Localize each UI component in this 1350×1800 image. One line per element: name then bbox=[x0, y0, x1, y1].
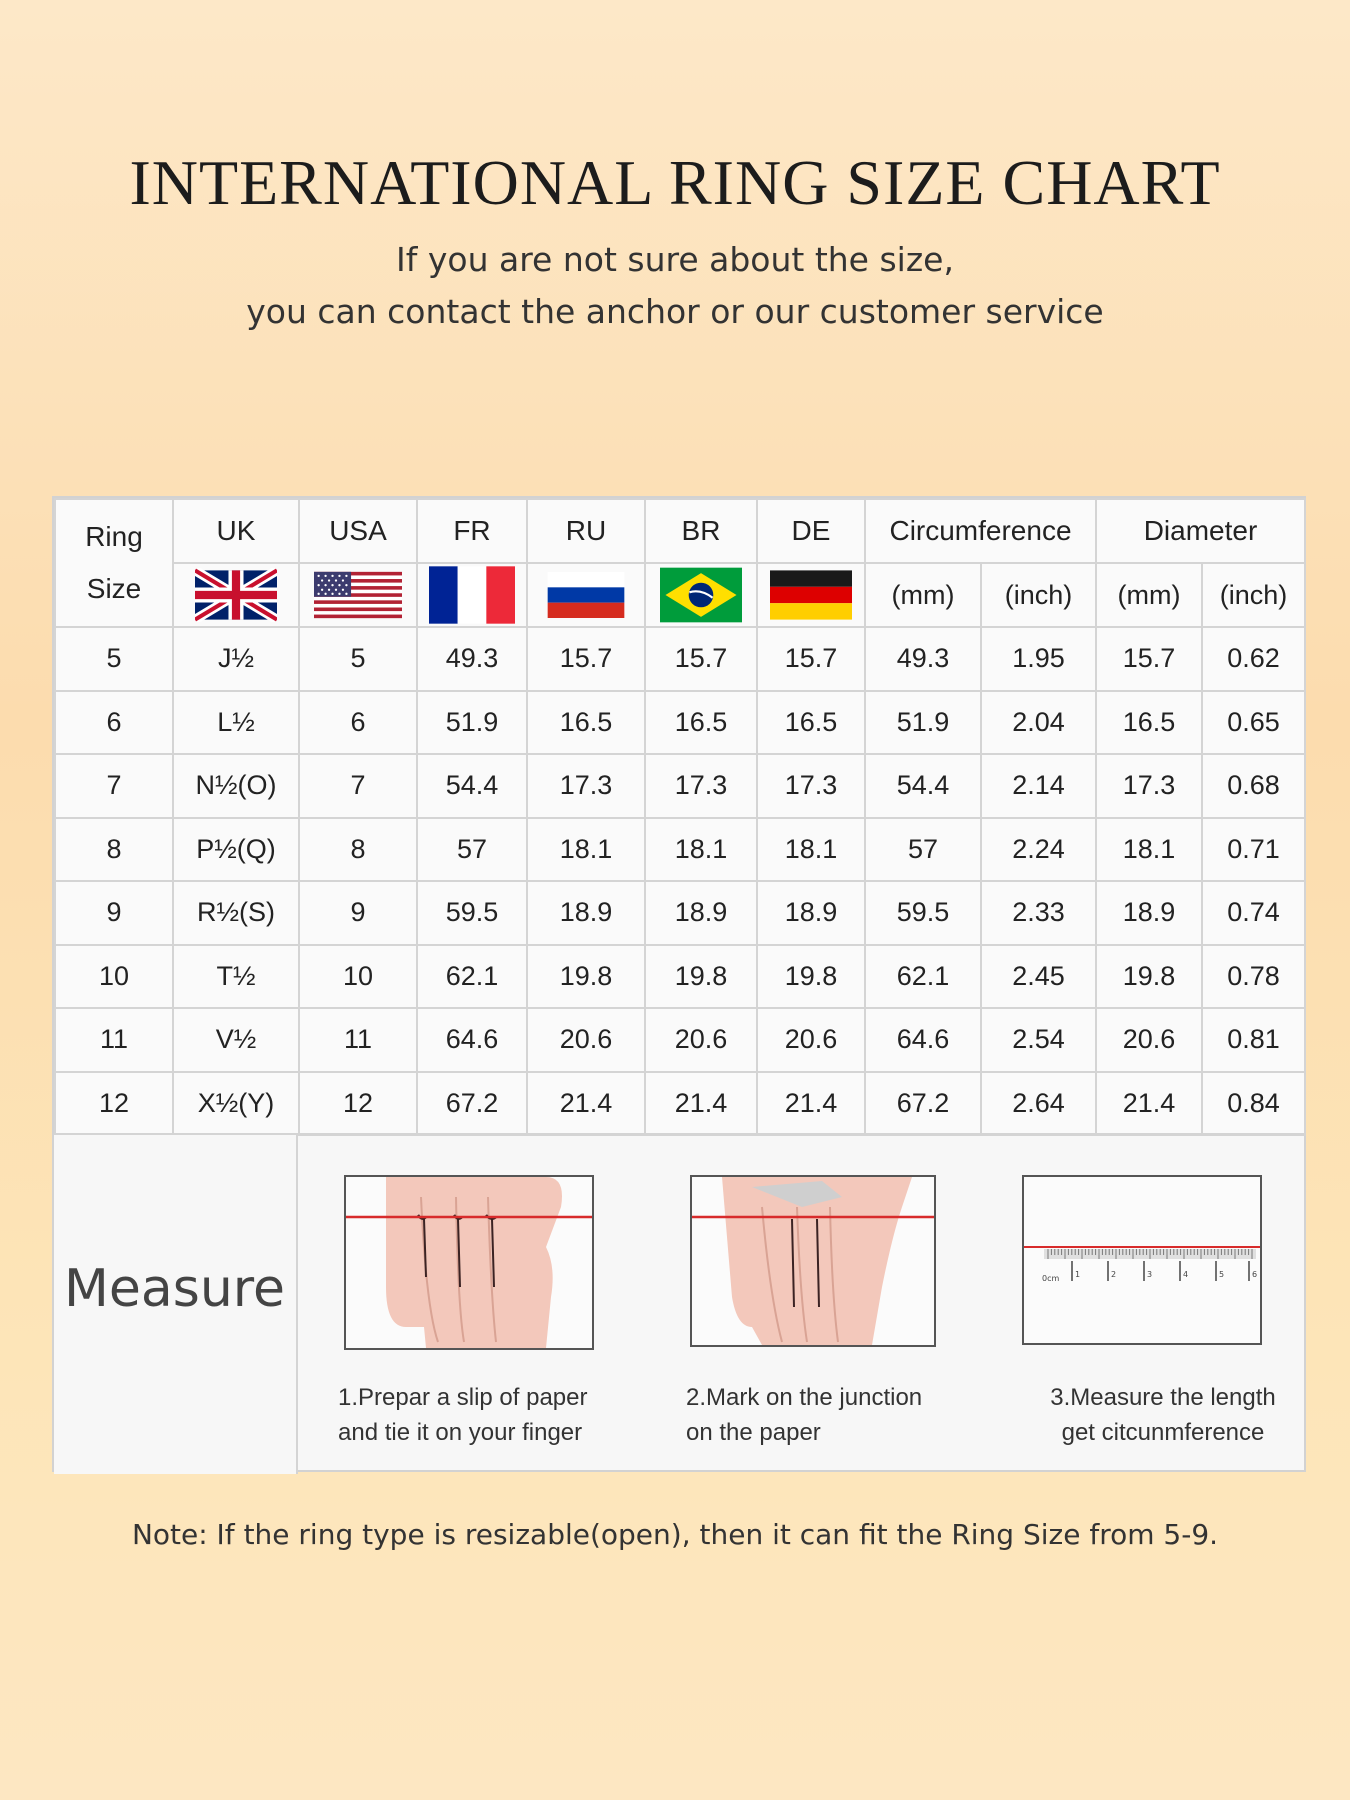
step-1-line-2: and tie it on your finger bbox=[338, 1419, 583, 1446]
ruler-tick-1: 1 bbox=[1075, 1270, 1081, 1279]
step-1-caption bbox=[338, 1380, 638, 1450]
br-header: BR bbox=[645, 499, 757, 563]
measure-section bbox=[54, 1133, 1304, 1472]
ru-cell: 18.9 bbox=[527, 881, 645, 945]
header-row-1 bbox=[55, 499, 1305, 563]
usa-cell: 8 bbox=[299, 818, 417, 882]
circumference-inch-cell: 2.14 bbox=[981, 754, 1096, 818]
usa-cell: 12 bbox=[299, 1072, 417, 1136]
header-row-2 bbox=[55, 563, 1305, 627]
fr-cell: 51.9 bbox=[417, 691, 527, 755]
diameter-inch-cell: 0.74 bbox=[1202, 881, 1305, 945]
usa-cell: 6 bbox=[299, 691, 417, 755]
br-cell: 19.8 bbox=[645, 945, 757, 1009]
ring-size-cell: 9 bbox=[55, 881, 173, 945]
fr-cell: 57 bbox=[417, 818, 527, 882]
diameter-inch-cell: 0.65 bbox=[1202, 691, 1305, 755]
brazil-flag-cell bbox=[645, 563, 757, 627]
ru-cell: 21.4 bbox=[527, 1072, 645, 1136]
table-row bbox=[55, 881, 1305, 945]
usa-cell: 9 bbox=[299, 881, 417, 945]
diameter-inch-cell: 0.78 bbox=[1202, 945, 1305, 1009]
step-3-line-2: get citcunmference bbox=[1061, 1419, 1265, 1446]
circumference-mm-cell: 49.3 bbox=[865, 627, 981, 691]
ring-size-cell: 6 bbox=[55, 691, 173, 755]
br-cell: 21.4 bbox=[645, 1072, 757, 1136]
circumference-inch-header: (inch) bbox=[981, 563, 1096, 627]
step-1-line-1: 1.Prepar a slip of paper bbox=[338, 1384, 588, 1411]
circumference-inch-cell: 2.33 bbox=[981, 881, 1096, 945]
diameter-mm-cell: 20.6 bbox=[1096, 1008, 1202, 1072]
diameter-inch-cell: 0.84 bbox=[1202, 1072, 1305, 1136]
br-cell: 16.5 bbox=[645, 691, 757, 755]
step-3-caption bbox=[1028, 1380, 1298, 1450]
step-2-line-1: 2.Mark on the junction bbox=[686, 1384, 923, 1411]
ring-size-cell: 8 bbox=[55, 818, 173, 882]
fr-cell: 54.4 bbox=[417, 754, 527, 818]
de-cell: 21.4 bbox=[757, 1072, 865, 1136]
diameter-mm-cell: 18.1 bbox=[1096, 818, 1202, 882]
circumference-header: Circumference bbox=[865, 499, 1096, 563]
uk-cell: N½(O) bbox=[173, 754, 299, 818]
ring-size-chart bbox=[52, 496, 1306, 1472]
circumference-mm-cell: 62.1 bbox=[865, 945, 981, 1009]
ru-cell: 18.1 bbox=[527, 818, 645, 882]
france-flag-icon bbox=[429, 566, 515, 624]
step-2-caption bbox=[686, 1380, 986, 1450]
diameter-mm-cell: 17.3 bbox=[1096, 754, 1202, 818]
br-cell: 20.6 bbox=[645, 1008, 757, 1072]
br-cell: 18.1 bbox=[645, 818, 757, 882]
circumference-inch-cell: 2.54 bbox=[981, 1008, 1096, 1072]
circumference-mm-header: (mm) bbox=[865, 563, 981, 627]
table-row bbox=[55, 1008, 1305, 1072]
circumference-inch-cell: 2.04 bbox=[981, 691, 1096, 755]
table-row bbox=[55, 691, 1305, 755]
de-cell: 16.5 bbox=[757, 691, 865, 755]
ru-cell: 15.7 bbox=[527, 627, 645, 691]
uk-cell: P½(Q) bbox=[173, 818, 299, 882]
brazil-flag-icon bbox=[660, 567, 742, 623]
circumference-inch-cell: 2.45 bbox=[981, 945, 1096, 1009]
de-cell: 15.7 bbox=[757, 627, 865, 691]
uk-cell: X½(Y) bbox=[173, 1072, 299, 1136]
ring-size-header bbox=[55, 499, 173, 627]
step-2-image bbox=[690, 1175, 936, 1347]
uk-flag-cell bbox=[173, 563, 299, 627]
circumference-mm-cell: 64.6 bbox=[865, 1008, 981, 1072]
diameter-inch-cell: 0.71 bbox=[1202, 818, 1305, 882]
russia-flag-cell bbox=[527, 563, 645, 627]
circumference-mm-cell: 51.9 bbox=[865, 691, 981, 755]
diameter-mm-cell: 19.8 bbox=[1096, 945, 1202, 1009]
fr-cell: 62.1 bbox=[417, 945, 527, 1009]
ru-cell: 17.3 bbox=[527, 754, 645, 818]
ru-cell: 19.8 bbox=[527, 945, 645, 1009]
germany-flag-icon bbox=[770, 567, 852, 623]
ruler-tick-6: 6 bbox=[1252, 1270, 1258, 1279]
ruler-tick-3: 3 bbox=[1147, 1270, 1153, 1279]
circumference-mm-cell: 59.5 bbox=[865, 881, 981, 945]
circumference-inch-cell: 1.95 bbox=[981, 627, 1096, 691]
france-flag-cell bbox=[417, 563, 527, 627]
subtitle-line-2: you can contact the anchor or our customer service bbox=[246, 292, 1104, 331]
usa-cell: 7 bbox=[299, 754, 417, 818]
uk-header: UK bbox=[173, 499, 299, 563]
ring-size-cell: 11 bbox=[55, 1008, 173, 1072]
diameter-mm-cell: 21.4 bbox=[1096, 1072, 1202, 1136]
br-cell: 18.9 bbox=[645, 881, 757, 945]
ruler-icon bbox=[1024, 1177, 1260, 1343]
diameter-inch-cell: 0.62 bbox=[1202, 627, 1305, 691]
ru-cell: 16.5 bbox=[527, 691, 645, 755]
ring-size-cell: 5 bbox=[55, 627, 173, 691]
table-row bbox=[55, 1072, 1305, 1136]
ruler-tick-2: 2 bbox=[1111, 1270, 1117, 1279]
subtitle-line-1: If you are not sure about the size, bbox=[396, 240, 954, 279]
size-label: Size bbox=[86, 573, 142, 604]
uk-cell: L½ bbox=[173, 691, 299, 755]
diameter-mm-cell: 15.7 bbox=[1096, 627, 1202, 691]
table-row bbox=[55, 627, 1305, 691]
table-row bbox=[55, 945, 1305, 1009]
germany-flag-cell bbox=[757, 563, 865, 627]
usa-cell: 5 bbox=[299, 627, 417, 691]
table-row bbox=[55, 818, 1305, 882]
ring-size-cell: 10 bbox=[55, 945, 173, 1009]
circumference-mm-cell: 67.2 bbox=[865, 1072, 981, 1136]
diameter-inch-header: (inch) bbox=[1202, 563, 1305, 627]
usa-cell: 11 bbox=[299, 1008, 417, 1072]
diameter-header: Diameter bbox=[1096, 499, 1305, 563]
usa-flag-cell bbox=[299, 563, 417, 627]
uk-flag-icon bbox=[195, 568, 277, 622]
de-header: DE bbox=[757, 499, 865, 563]
circumference-mm-cell: 57 bbox=[865, 818, 981, 882]
fr-cell: 59.5 bbox=[417, 881, 527, 945]
usa-flag-icon bbox=[314, 568, 402, 622]
uk-cell: J½ bbox=[173, 627, 299, 691]
resizable-note: Note: If the ring type is resizable(open), then it can fit the Ring Size from 5-9. bbox=[131, 1518, 1219, 1551]
uk-cell: R½(S) bbox=[173, 881, 299, 945]
diameter-inch-cell: 0.68 bbox=[1202, 754, 1305, 818]
de-cell: 19.8 bbox=[757, 945, 865, 1009]
diameter-mm-header: (mm) bbox=[1096, 563, 1202, 627]
fr-header: FR bbox=[417, 499, 527, 563]
ring-label: Ring bbox=[85, 521, 143, 552]
ruler-unit: 0cm bbox=[1042, 1274, 1060, 1283]
measure-label: Measure bbox=[64, 1259, 285, 1319]
usa-header: USA bbox=[299, 499, 417, 563]
diameter-mm-cell: 18.9 bbox=[1096, 881, 1202, 945]
ring-size-cell: 7 bbox=[55, 754, 173, 818]
br-cell: 15.7 bbox=[645, 627, 757, 691]
step-2-line-2: on the paper bbox=[686, 1419, 821, 1446]
measure-label-cell bbox=[54, 1135, 298, 1474]
step-1-image bbox=[344, 1175, 594, 1350]
ruler-tick-4: 4 bbox=[1183, 1270, 1189, 1279]
br-cell: 17.3 bbox=[645, 754, 757, 818]
fr-cell: 64.6 bbox=[417, 1008, 527, 1072]
circumference-inch-cell: 2.24 bbox=[981, 818, 1096, 882]
ring-size-table bbox=[54, 498, 1306, 1136]
circumference-mm-cell: 54.4 bbox=[865, 754, 981, 818]
uk-cell: V½ bbox=[173, 1008, 299, 1072]
page-title: INTERNATIONAL RING SIZE CHART bbox=[129, 147, 1221, 218]
fr-cell: 67.2 bbox=[417, 1072, 527, 1136]
step-3-image bbox=[1022, 1175, 1262, 1345]
de-cell: 18.1 bbox=[757, 818, 865, 882]
uk-cell: T½ bbox=[173, 945, 299, 1009]
ru-header: RU bbox=[527, 499, 645, 563]
table-row bbox=[55, 754, 1305, 818]
russia-flag-icon bbox=[543, 572, 629, 618]
size-rows bbox=[55, 627, 1305, 1135]
de-cell: 18.9 bbox=[757, 881, 865, 945]
ring-size-cell: 12 bbox=[55, 1072, 173, 1136]
de-cell: 20.6 bbox=[757, 1008, 865, 1072]
de-cell: 17.3 bbox=[757, 754, 865, 818]
usa-cell: 10 bbox=[299, 945, 417, 1009]
circumference-inch-cell: 2.64 bbox=[981, 1072, 1096, 1136]
ruler-tick-5: 5 bbox=[1219, 1270, 1225, 1279]
diameter-inch-cell: 0.81 bbox=[1202, 1008, 1305, 1072]
ru-cell: 20.6 bbox=[527, 1008, 645, 1072]
fr-cell: 49.3 bbox=[417, 627, 527, 691]
diameter-mm-cell: 16.5 bbox=[1096, 691, 1202, 755]
step-3-line-1: 3.Measure the length bbox=[1050, 1384, 1276, 1411]
